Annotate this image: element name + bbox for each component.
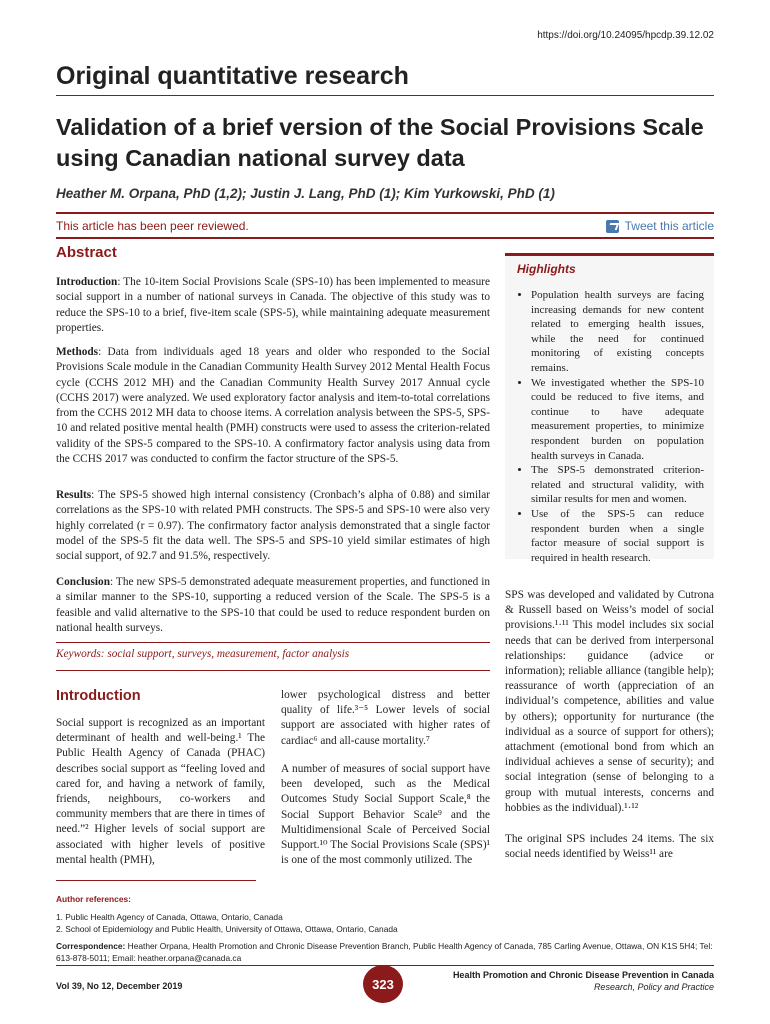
journal-subtitle: Research, Policy and Practice: [593, 982, 714, 992]
conclusion-label: Conclusion: [56, 576, 110, 588]
share-icon: [606, 220, 619, 233]
intro-column-2-para-2: A number of measures of social support have been developed, such as the Medical Outcomes Study Social Support Scale,⁸ the Social Support Behavior Scale⁹ and the Multidimensional Scale of Perceived Social Support.¹⁰ The Social Provisions Scale (SPS)¹ is one of the most commonly utilized. The: [281, 763, 490, 867]
author-list: Heather M. Orpana, PhD (1,2); Justin J. Lang, PhD (1); Kim Yurkowski, PhD (1): [56, 186, 555, 201]
abstract-heading: Abstract: [56, 244, 117, 261]
divider: [56, 670, 490, 671]
highlights-box: [505, 253, 714, 564]
author-refs-heading: Author references:: [56, 894, 131, 904]
abstract-methods: [56, 345, 490, 467]
divider: [56, 880, 256, 881]
correspondence-label: Correspondence:: [56, 941, 126, 951]
tweet-label: Tweet this article: [624, 219, 714, 233]
correspondence-text: Heather Orpana, Health Promotion and Chronic Disease Prevention Branch, Public Health Agency of Canada, 785 Carling Avenue, Ottawa, ON K1S 5H4; Tel: 613-878-5011; Email: heather.orpana@canada.ca: [56, 941, 713, 963]
highlight-item: • Use of the SPS-5 can reduce respondent burden when a single factor measure of social support is required in health research.: [531, 507, 704, 565]
page-number: 323: [363, 965, 403, 1003]
conclusion-text: : The new SPS-5 demonstrated adequate measurement properties, and functioned in a similar manner to the SPS-10, supporting a reduced version of the Scale. The SPS-5 is a feasible and valid alternative to the SPS-10 that could be used to reduce respondent burden on national health surveys.: [56, 576, 490, 634]
introduction-heading: Introduction: [56, 688, 141, 704]
author-ref: 2. School of Epidemiology and Public Health, University of Ottawa, Ottawa, Ontario, Canada: [56, 924, 398, 934]
intro-column-2-para-1: lower psychological distress and better quality of life.³⁻⁵ Lower levels of social support are associated with higher rates of cardiac⁶ and all-cause mortality.⁷: [281, 689, 490, 747]
highlight-item: • We investigated whether the SPS-10 could be reduced to five items, and continue to have adequate measurement properties, to minimize respondent burden on population health surveys in Canada.: [531, 376, 704, 464]
highlight-item: • The SPS-5 demonstrated criterion-related and structural validity, with similar results for men and women.: [531, 463, 704, 507]
tweet-link[interactable]: [606, 219, 714, 233]
methods-text: : Data from individuals aged 18 years and older who responded to the Social Provisions Scale module in the Canadian Community Health Survey 2012 Mental Health Focus cycle (CCHS 2012 MH) and the Canadian Community Health Survey 2017 Annual cycle (CCHS 2017) were analyzed. We used exploratory factor analysis and item-to-total correlations from the CCHS 2012 MH data to choose items. A correlation analysis between the SPS-5, SPS-10 and related positive mental health (PMH) constructs were used to assess the criterion-related validity of the SPS-5 compared to the SPS-10. A confirmatory factor analysis using data from the CCHS 2017 was conducted to confirm the factor structure of the SPS-5.: [56, 346, 490, 466]
intro-label: Introduction: [56, 276, 118, 288]
divider: [56, 642, 490, 643]
abstract-conclusion: [56, 575, 490, 636]
highlight-item: • Population health surveys are facing increasing demands for new content related to emerging health issues, while the need for continued monitoring of existing concepts remains.: [531, 288, 704, 376]
journal-name: [453, 969, 714, 993]
intro-column-3-para-2: The original SPS includes 24 items. The six social needs identified by Weiss¹¹ are: [505, 833, 714, 861]
results-text: : The SPS-5 showed high internal consistency (Cronbach’s alpha of 0.88) and similar correlations as the SPS-10 with related PMH constructs. The SPS-5 and SPS-10 were also very highly correlated (r = 0.97). The confirmatory factor analysis demonstrated that a single factor model of the SPS-5 fit the data well. The SPS-5 and SPS-10 yield similar estimates of high social support, of 92.7 and 91.5%, respectively.: [56, 489, 490, 563]
article-title: Validation of a brief version of the Social Provisions Scale using Canadian national survey data: [56, 114, 704, 171]
peer-review-note: This article has been peer reviewed.: [56, 219, 249, 233]
correspondence: [56, 940, 714, 964]
results-label: Results: [56, 489, 92, 501]
abstract-results: [56, 488, 490, 564]
doi-link[interactable]: https://doi.org/10.24095/hpcdp.39.12.02: [537, 30, 714, 41]
methods-label: Methods: [56, 346, 99, 358]
journal-title: Health Promotion and Chronic Disease Prevention in Canada: [452, 970, 714, 980]
keywords: Keywords: social support, surveys, measurement, factor analysis: [56, 648, 350, 660]
divider: [56, 212, 714, 214]
highlights-list: [517, 288, 704, 565]
section-label: Original quantitative research: [56, 62, 714, 96]
intro-column-3-para-1: SPS was developed and validated by Cutrona & Russell based on Weiss’s model of social provisions.¹·¹¹ This model includes six social needs that can be derived from interpersonal relationships: guidance (advice or information); reliable alliance (tangible help); reassurance of worth (appreciation of an individual’s competence, abilities and value by others); opportunity for nurturance (the individual as a source of support for others); attachment (emotional bond from which an individual achieves a sense of security); and social integration (sense of belonging to a group with mutual interests, concerns and hobbies as the individual).¹·¹²: [505, 589, 714, 814]
author-ref: 1. Public Health Agency of Canada, Ottawa, Ontario, Canada: [56, 912, 283, 922]
divider: [56, 237, 714, 239]
author-references: [56, 893, 714, 964]
volume-info: Vol 39, No 12, December 2019: [56, 981, 183, 991]
intro-column-1: Social support is recognized as an important determinant of health and well-being.¹ The Public Health Agency of Canada (PHAC) describes social support as “feeling loved and cared for, and having a network of family, friends, neighbours, co-workers and community members that are there in times of need.”² Higher levels of social support are associated with higher levels of positive mental health (PMH),: [56, 717, 265, 866]
abstract-introduction: [56, 275, 490, 336]
intro-text: : The 10-item Social Provisions Scale (SPS-10) has been implemented to measure social support in a number of national surveys in Canada. The objective of this study was to reduce the SPS-10 to a brief, five-item scale (SPS-5), while maintaining adequate measurement properties.: [56, 276, 490, 334]
highlights-heading: Highlights: [517, 262, 576, 276]
